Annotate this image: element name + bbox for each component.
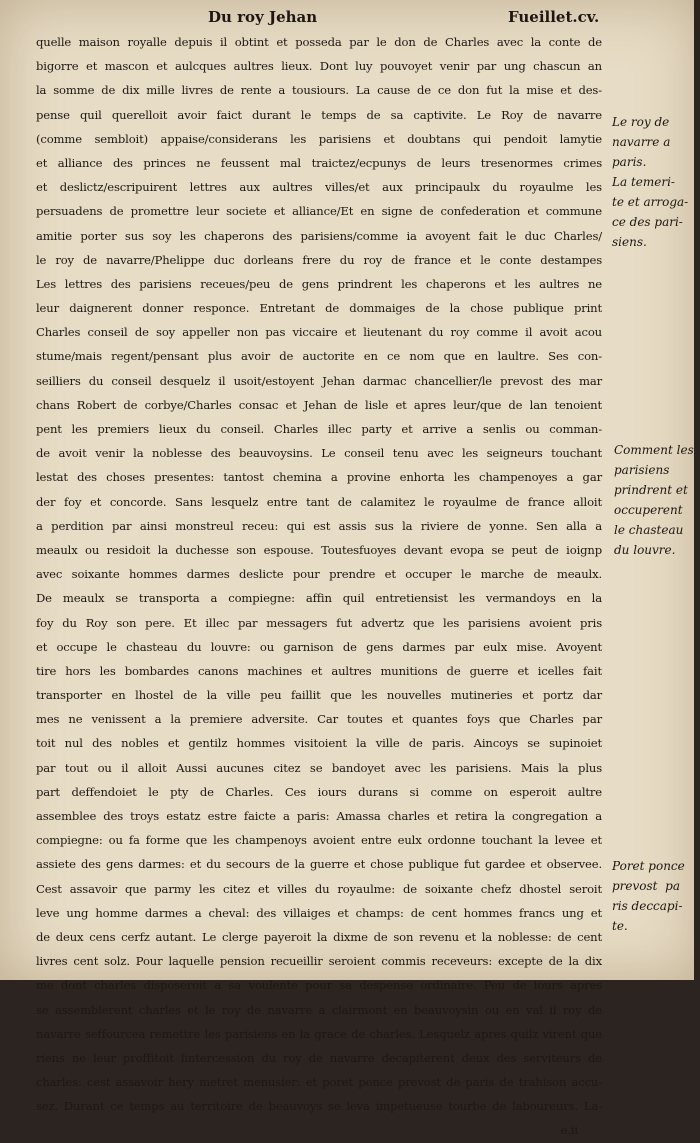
text-line: livres cent solz. Pour laquelle pension recueillir seroient commis receveurs: excepte de la dix	[36, 954, 602, 969]
text-line: mes ne venissent a la premiere adversite. Car toutes et quantes foys que Charles par	[36, 712, 602, 727]
text-line: seilliers du conseil desquelz il usoit/estoyent Jehan darmac chancellier/le prevost des mar	[36, 373, 602, 388]
text-line: assemblee des troys estatz estre faicte a paris: Amassa charles et retira la congregation a	[36, 809, 602, 823]
text-line: de avoit venir la noblesse des beauvoysins. Le conseil tenu avec les seigneurs touchant	[36, 446, 602, 461]
text-line: charles: cest assavoir hery metret menusier: et poret ponce prevost de paris de trahison accu-	[36, 1075, 602, 1090]
text-line: tire hors les bombardes canons machines et aultres munitions de guerre et icelles fait	[36, 663, 602, 678]
text-line: sez. Durant ce temps au territoire de beauvoys se leva impetueuse tourbe de laboureurs. La-	[36, 1099, 602, 1114]
running-header	[0, 4, 700, 30]
margin-note: Le roy de navarre a paris. La temeri- te et arroga- ce des pari- siens.	[612, 115, 689, 249]
folio-number: Fueillet.cv.	[508, 8, 600, 26]
text-line: meaulx ou residoit la duchesse son espouse. Toutesfuoyes devant evopa se peut de ioignp	[36, 542, 602, 557]
text-line: bigorre et mascon et aulcques aultres lieux. Dont luy pouvoyet venir par ung chascun an	[36, 59, 602, 74]
margin-note: Comment les parisiens prindrent et occuperent le chasteau du louvre.	[614, 443, 694, 557]
signature-mark: e.ii	[560, 1123, 578, 1138]
text-line: assiete des gens darmes: et du secours de la guerre et chose publique fut gardee et observee.	[36, 857, 602, 872]
text-line: Cest assavoir que parmy les citez et villes du royaulme: de soixante chefz dhostel seroit	[36, 881, 602, 896]
text-line: lestat des choses presentes: tantost chemina a provine enhorta les champenoyes a gar	[36, 470, 602, 485]
text-line: riens ne leur proffitoit lintercession du roy de navarre decapiterent deux des serviteurs de	[36, 1050, 602, 1065]
text-line: par tout ou il alloit Aussi aucunes citez se bandoyet avec les parisiens. Mais la plus	[36, 760, 602, 775]
text-line: foy du Roy son pere. Et illec par messagers fut advertz que les parisiens avoient pris	[36, 615, 602, 630]
text-line: pent les premiers lieux du conseil. Charles illec party et arrive a senlis ou comman-	[36, 422, 602, 436]
text-line: le roy de navarre/Phelippe duc dorleans frere du roy de france et le conte destampes	[36, 252, 602, 267]
text-line: me dont charles disposeroit a sa voulente pour sa despense ordinaire. Peu de iours apres	[36, 978, 602, 993]
text-line: avec soixante hommes darmes deslicte pour prendre et occuper le marche de meaulx.	[36, 567, 602, 582]
text-line: stume/mais regent/pensant plus avoir de auctorite en ce nom que en laultre. Ses con-	[36, 349, 602, 364]
text-line: navarre seffourcea remettre les parisiens en la grace de charles. Lesquelz apres quilz virent que	[36, 1026, 602, 1041]
text-line: et alliance des princes ne feussent mal traictez/ecpunys de leurs tresenormes crimes	[36, 155, 602, 170]
text-line: et deslictz/escripuirent lettres aux aultres villes/et aux principaulx du royaulme les	[36, 180, 602, 195]
text-line: transporter en lhostel de la ville peu faillit que les nouvelles mutineries et portz dar	[36, 688, 602, 703]
margin-note: Poret ponce prevost pa ris deccapi- te.	[612, 859, 685, 933]
text-line: amitie porter sus soy les chaperons des parisiens/comme ia avoyent fait le duc Charles/	[36, 228, 602, 243]
text-line: la somme de dix mille livres de rente a tousiours. La cause de ce don fut la mise et des-	[36, 83, 602, 98]
header-title: Du roy Jehan	[208, 8, 318, 26]
text-line: Les lettres des parisiens receues/peu de gens prindrent les chaperons et les aultres ne	[36, 276, 602, 291]
text-line: quelle maison royalle depuis il obtint et posseda par le don de Charles avec la conte de	[36, 35, 602, 49]
text-line: De meaulx se transporta a compiegne: affin quil entretiensist les vermandoys en la	[36, 591, 602, 606]
text-line: (comme sembloit) appaise/considerans les parisiens et doubtans qui pendoit lamytie	[36, 131, 602, 146]
text-line: der foy et concorde. Sans lesquelz entre tant de calamitez le royaulme de france alloit	[36, 494, 602, 509]
text-line: de deux cens cerfz autant. Le clerge payeroit la dixme de son revenu et la noblesse: de cent	[36, 929, 602, 944]
text-line: toit nul des nobles et gentilz hommes visitoient la ville de paris. Aincoys se supinoiet	[36, 736, 602, 751]
text-line: chans Robert de corbye/Charles consac et Jehan de lisle et apres leur/que de lan tenoient	[36, 397, 602, 412]
main-text-column	[36, 30, 602, 1143]
text-line: compiegne: ou fa forme que les champenoys avoient entre eulx ordonne touchant la levee et	[36, 833, 602, 848]
text-line: leur daignerent donner responce. Entretant de dommaiges de la chose publique print	[36, 301, 602, 316]
text-line: a perdition par ainsi monstreul receu: qui est assis sus la riviere de yonne. Sen alla a	[36, 518, 602, 533]
text-line: se assemblerent charles et le roy de navarre a clairmont en beauvoysin ou en val il roy de	[36, 1002, 602, 1017]
text-line: et occupe le chasteau du louvre: ou garnison de gens darmes par eulx mise. Avoyent	[36, 639, 602, 654]
text-line: part deffendoiet le pty de Charles. Ces iours durans si comme on esperoit aultre	[36, 784, 602, 799]
text-line: Charles conseil de soy appeller non pas viccaire et lieutenant du roy comme il avoit acou	[36, 325, 602, 340]
text-line: leve ung homme darmes a cheval: des villaiges et champs: de cent hommes francs ung et	[36, 905, 602, 920]
text-line: pense quil querelloit avoir faict durant le temps de sa captivite. Le Roy de navarre	[36, 107, 602, 122]
text-line: persuadens de promettre leur societe et alliance/Et en signe de confederation et commune	[36, 204, 602, 219]
page-edge	[694, 0, 700, 980]
